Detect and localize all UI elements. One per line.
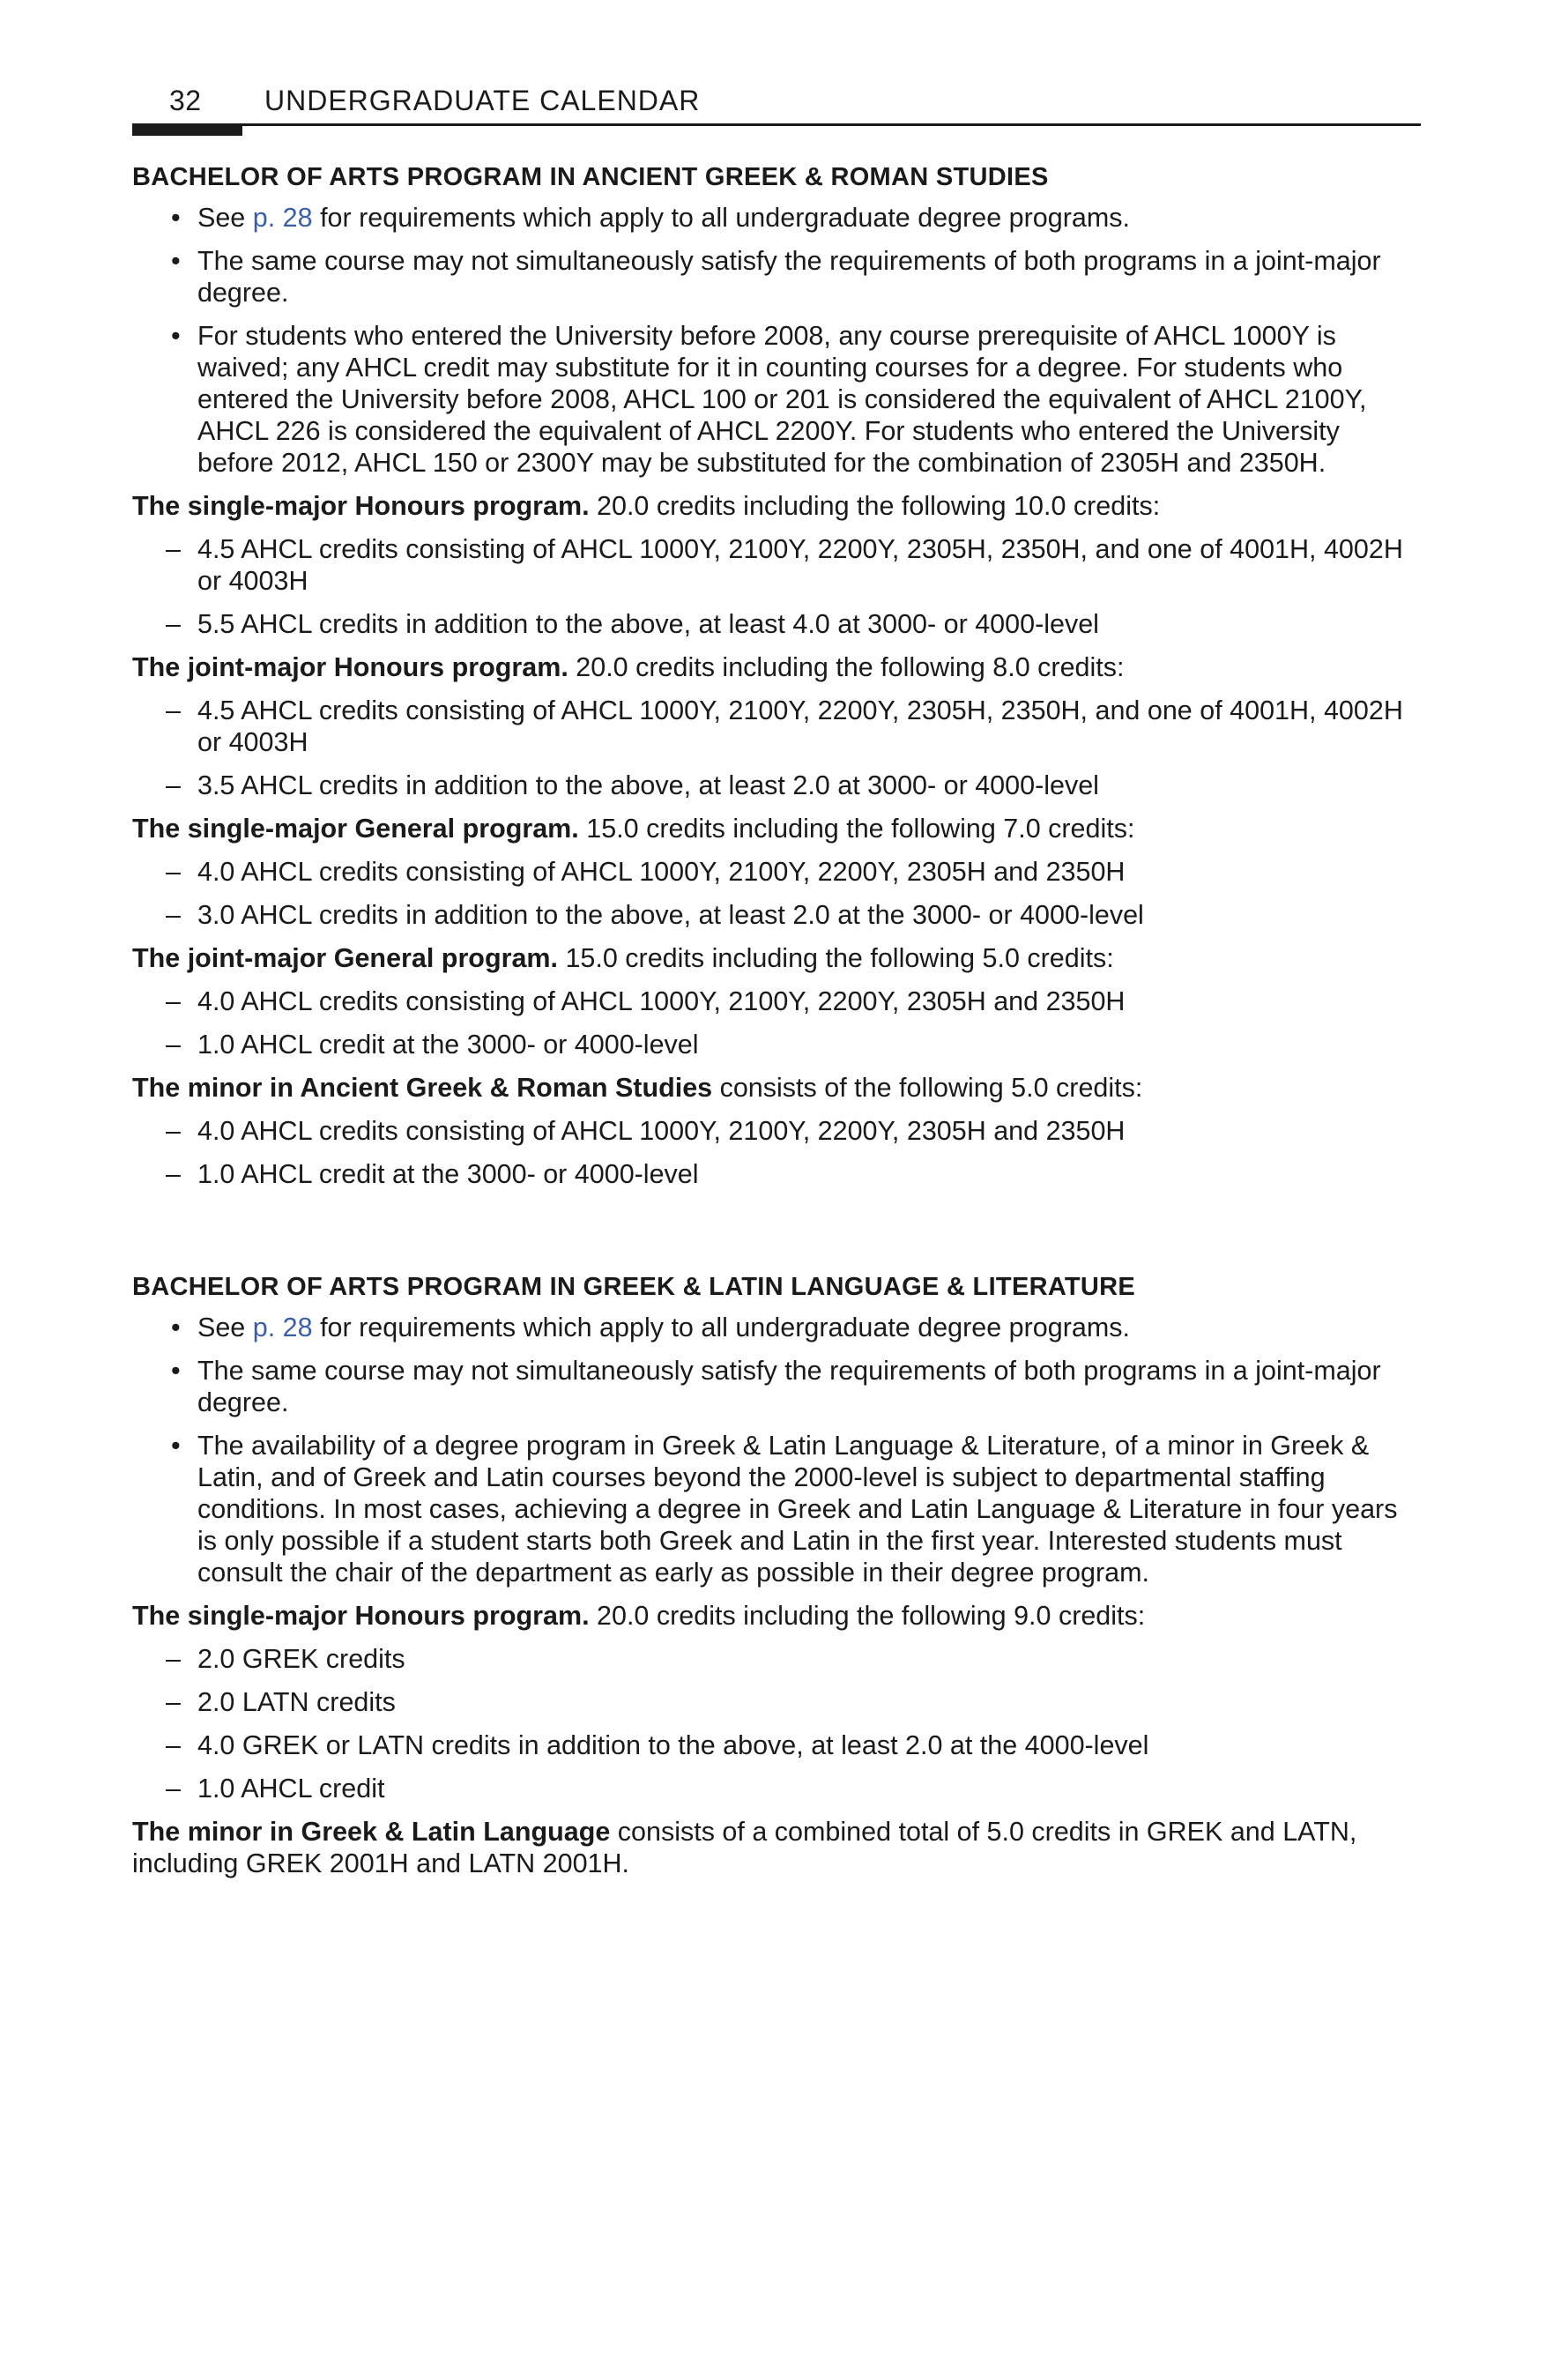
requirement-item <box>132 695 1421 758</box>
page-content <box>132 161 1421 1879</box>
dash-marker: – <box>166 609 181 639</box>
bullet-text: The availability of a degree program in Greek & Latin Language & Literature, of a minor in Greek & Latin, and of Greek and Latin courses beyond the 2000-level is subject to departmental staffing conditions. In most cases, achieving a degree in Greek and Latin Language & Literature in four years is only possible if a student starts both Greek and Latin in the first year. Interested students must consult the chair of the department as early as possible in their degree program. <box>197 1431 1398 1588</box>
requirement-item <box>132 1158 1421 1190</box>
requirement-text: 1.0 AHCL credit at the 3000- or 4000-level <box>197 1159 699 1189</box>
requirement-text: 5.5 AHCL credits in addition to the above, at least 4.0 at 3000- or 4000-level <box>197 609 1099 639</box>
program-name: The single-major General program. <box>132 814 579 844</box>
program-description <box>132 1816 1421 1879</box>
requirement-item <box>132 1115 1421 1147</box>
program-credits: consists of the following 5.0 credits: <box>712 1073 1143 1103</box>
section-heading: BACHELOR OF ARTS PROGRAM IN GREEK & LATIN LANGUAGE & LITERATURE <box>132 1273 1136 1301</box>
requirement-item <box>132 856 1421 888</box>
bullet-text: For students who entered the University before 2008, any course prerequisite of AHCL 1000Y is waived; any AHCL credit may substitute for it in counting courses for a degree. For students who entered the University before 2008, AHCL 100 or 201 is considered the equivalent of AHCL 2100Y, AHCL 226 is considered the equivalent of AHCL 2200Y. For students who entered the University before 2012, AHCL 150 or 2300Y may be substituted for the combination of 2305H and 2350H. <box>197 321 1367 478</box>
requirement-text: 2.0 LATN credits <box>197 1687 396 1717</box>
program-name: The single-major Honours program. <box>132 1601 590 1631</box>
bullet-text: See <box>197 1313 253 1342</box>
dash-marker: – <box>166 900 181 930</box>
requirement-item <box>132 899 1421 931</box>
program-description <box>132 490 1421 522</box>
program-name: The single-major Honours program. <box>132 491 590 521</box>
program-section <box>132 161 1421 1190</box>
page-number: 32 <box>169 85 202 116</box>
program-description <box>132 1072 1421 1104</box>
bullet-item <box>132 202 1421 234</box>
dash-marker: – <box>166 770 181 800</box>
dash-marker: – <box>166 1159 181 1189</box>
dash-marker: – <box>166 695 181 725</box>
credit-requirements-list <box>132 1115 1421 1190</box>
dash-marker: – <box>166 857 181 887</box>
requirement-text: 4.5 AHCL credits consisting of AHCL 1000Y, 2100Y, 2200Y, 2305H, 2350H, and one of 4001H, 4002H or 4003H <box>197 695 1403 757</box>
credit-requirements-list <box>132 856 1421 931</box>
program-name: The minor in Ancient Greek & Roman Studies <box>132 1073 713 1103</box>
program-credits: 20.0 credits including the following 9.0 credits: <box>589 1601 1146 1631</box>
program-name: The joint-major General program. <box>132 943 558 973</box>
dash-marker: – <box>166 1116 181 1146</box>
credit-requirements-list <box>132 1643 1421 1804</box>
page-reference-link[interactable]: p. 28 <box>252 1313 313 1342</box>
bullet-text: See <box>197 203 253 233</box>
program-name: The minor in Greek & Latin Language <box>132 1817 611 1847</box>
dash-marker: – <box>166 1644 181 1674</box>
requirement-text: 4.0 AHCL credits consisting of AHCL 1000Y, 2100Y, 2200Y, 2305H and 2350H <box>197 857 1126 887</box>
credit-requirements-list <box>132 985 1421 1060</box>
requirement-item <box>132 770 1421 801</box>
bullet-item <box>132 1355 1421 1418</box>
page-reference-link[interactable]: p. 28 <box>252 203 313 233</box>
program-description <box>132 651 1421 683</box>
requirement-text: 4.5 AHCL credits consisting of AHCL 1000Y, 2100Y, 2200Y, 2305H, 2350H, and one of 4001H, 4002H or 4003H <box>197 534 1403 596</box>
requirement-text: 4.0 AHCL credits consisting of AHCL 1000Y, 2100Y, 2200Y, 2305H and 2350H <box>197 986 1126 1016</box>
program-description <box>132 1600 1421 1632</box>
dash-marker: – <box>166 986 181 1016</box>
requirement-item <box>132 1686 1421 1718</box>
dash-marker: – <box>166 1774 181 1804</box>
requirements-bullet-list <box>132 202 1421 479</box>
running-title: UNDERGRADUATE CALENDAR <box>264 85 701 116</box>
bullet-marker: • <box>171 321 181 351</box>
bullet-item <box>132 1312 1421 1343</box>
program-section <box>132 1271 1421 1879</box>
page-header <box>132 79 1421 126</box>
program-name: The joint-major Honours program. <box>132 652 568 682</box>
section-heading: BACHELOR OF ARTS PROGRAM IN ANCIENT GREEK & ROMAN STUDIES <box>132 163 1049 191</box>
requirement-text: 1.0 AHCL credit at the 3000- or 4000-level <box>197 1030 699 1060</box>
requirement-text: 1.0 AHCL credit <box>197 1774 385 1804</box>
bullet-item <box>132 1430 1421 1588</box>
credit-requirements-list <box>132 695 1421 801</box>
program-credits: 20.0 credits including the following 10.0 credits: <box>589 491 1161 521</box>
dash-marker: – <box>166 1730 181 1760</box>
requirement-item <box>132 1773 1421 1804</box>
bullet-text-continued: for requirements which apply to all undergraduate degree programs. <box>312 203 1130 233</box>
bullet-marker: • <box>171 1356 181 1386</box>
requirement-text: 2.0 GREK credits <box>197 1644 405 1674</box>
requirement-item <box>132 608 1421 640</box>
requirement-text: 4.0 GREK or LATN credits in addition to the above, at least 2.0 at the 4000-level <box>197 1730 1149 1760</box>
dash-marker: – <box>166 1687 181 1717</box>
credit-requirements-list <box>132 533 1421 640</box>
program-description <box>132 942 1421 974</box>
program-credits: 15.0 credits including the following 5.0 credits: <box>558 943 1114 973</box>
requirement-text: 4.0 AHCL credits consisting of AHCL 1000Y, 2100Y, 2200Y, 2305H and 2350H <box>197 1116 1126 1146</box>
requirement-item <box>132 1029 1421 1060</box>
bullet-marker: • <box>171 246 181 276</box>
bullet-item <box>132 320 1421 479</box>
requirement-text: 3.0 AHCL credits in addition to the above, at least 2.0 at the 3000- or 4000-level <box>197 900 1144 930</box>
program-credits: 15.0 credits including the following 7.0 credits: <box>578 814 1135 844</box>
calendar-page <box>132 79 1421 1891</box>
bullet-marker: • <box>171 1431 181 1461</box>
bullet-marker: • <box>171 203 181 233</box>
bullet-text-continued: for requirements which apply to all undergraduate degree programs. <box>312 1313 1130 1342</box>
dash-marker: – <box>166 1030 181 1060</box>
program-description <box>132 813 1421 844</box>
dash-marker: – <box>166 534 181 564</box>
requirement-item <box>132 985 1421 1017</box>
bullet-item <box>132 245 1421 309</box>
program-credits: 20.0 credits including the following 8.0 credits: <box>568 652 1125 682</box>
bullet-marker: • <box>171 1313 181 1342</box>
requirements-bullet-list <box>132 1312 1421 1588</box>
bullet-text: The same course may not simultaneously satisfy the requirements of both programs in a joint-major degree. <box>197 1356 1381 1417</box>
program-credits: consists of a combined total of 5.0 credits in GREK and LATN, including GREK 2001H and LATN 2001H. <box>132 1817 1357 1878</box>
requirement-item <box>132 1643 1421 1675</box>
header-tab-bar <box>132 123 242 136</box>
requirement-item <box>132 1729 1421 1761</box>
requirement-item <box>132 533 1421 597</box>
bullet-text: The same course may not simultaneously satisfy the requirements of both programs in a joint-major degree. <box>197 246 1381 308</box>
requirement-text: 3.5 AHCL credits in addition to the above, at least 2.0 at 3000- or 4000-level <box>197 770 1099 800</box>
